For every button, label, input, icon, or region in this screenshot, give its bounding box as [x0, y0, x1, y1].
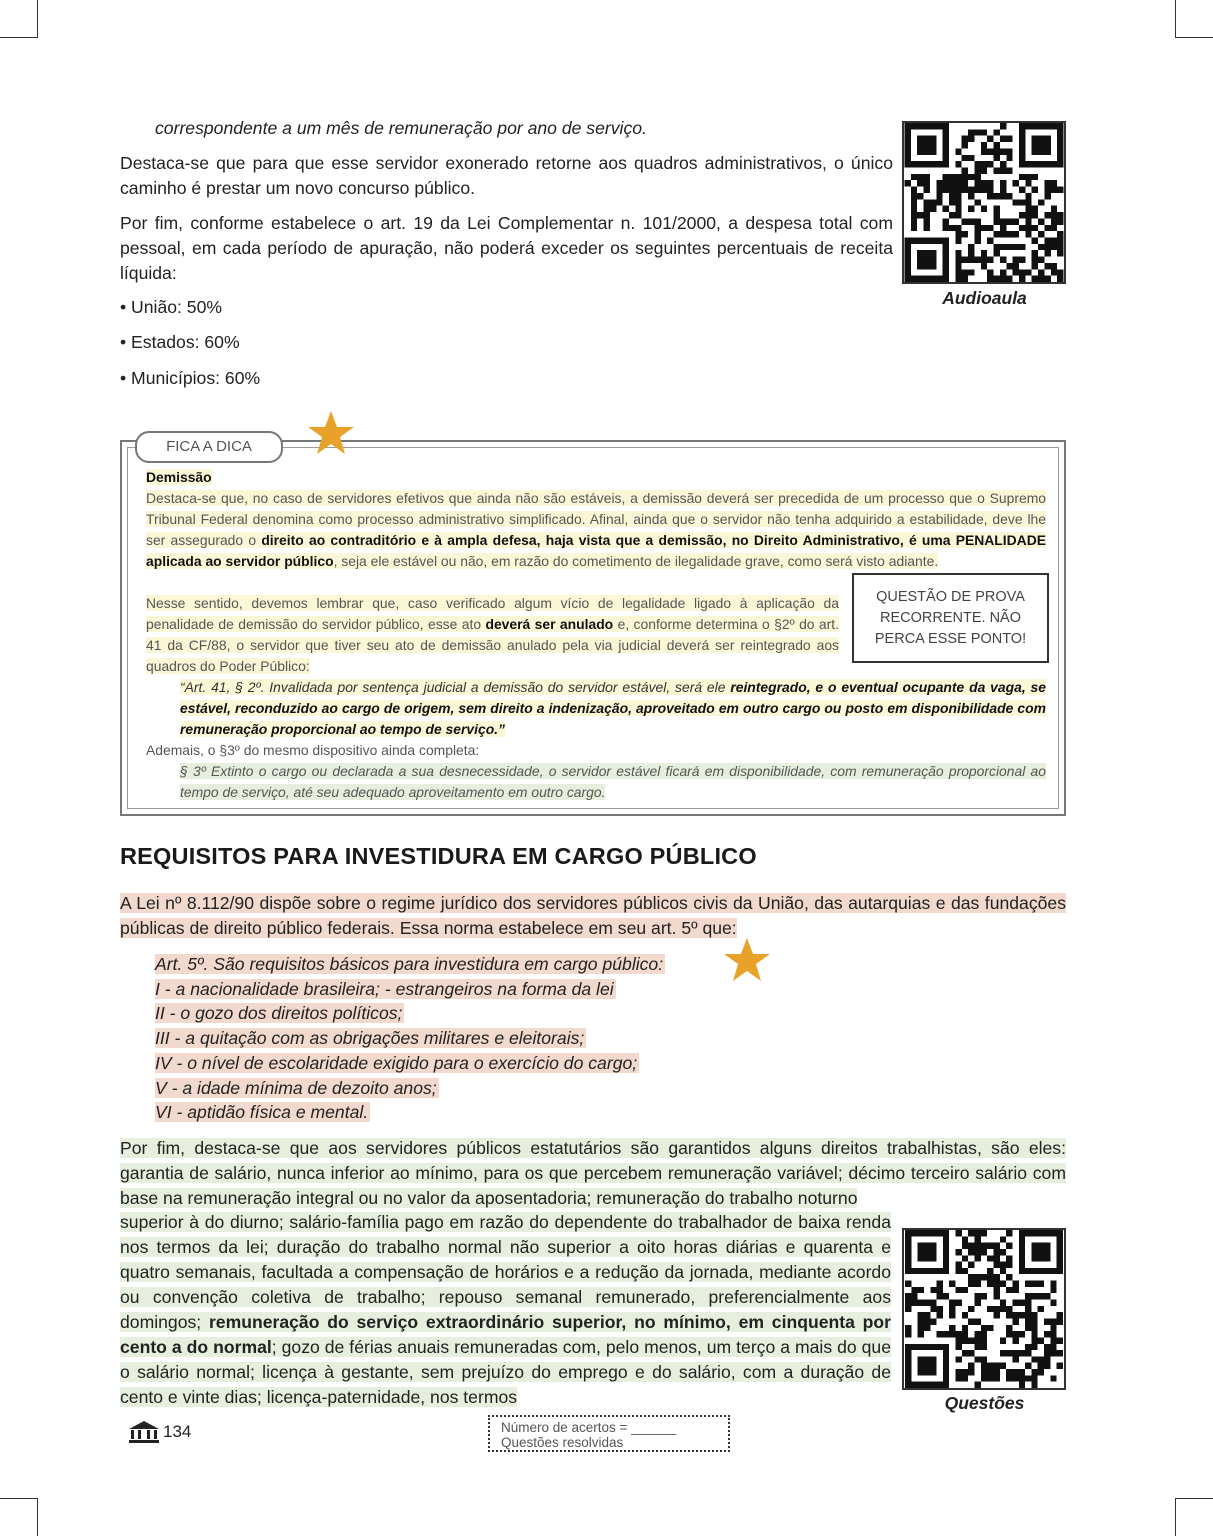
section-title: REQUISITOS PARA INVESTIDURA EM CARGO PÚBLICO: [120, 843, 757, 869]
callout-line: PERCA ESSE PONTO!: [874, 631, 1027, 647]
crop-mark: [1175, 1498, 1176, 1536]
callout-box: [852, 573, 1049, 663]
crop-mark: [0, 1498, 38, 1499]
tip-quote: “Art. 41, § 2º. Invalidada por sentença judicial a demissão do servidor estável, será ele reintegrado, e o eventual ocupante da vaga, se estável, reconduzido ao cargo de origem, sem direito a indenização, aproveitado em outro cargo ou posto em disponibilidade com remuneração proporcional ao tempo de serviço.”: [180, 679, 1046, 737]
qr-code-questoes[interactable]: [902, 1228, 1066, 1390]
paragraph: superior à do diurno; salário-família pago em razão do dependente do trabalhador de baixa renda nos termos da lei; duração do trabalho normal não superior a oito horas diárias e quarenta e quatro semanais, facultada a compensação de horários e a redução da jornada, mediante acordo ou convenção coletiva de trabalho; repouso semanal remunerado, preferencialmente aos domingos; remuneração do serviço extraordinário superior, no mínimo, em cinquenta por cento a do normal; gozo de férias anuais remuneradas com, pelo menos, um terço a mais do que o salário normal; licença à gestante, sem prejuízo do emprego e do salário, com a duração de cento e vinte dias; licença-paternidade, nos termos: [120, 1212, 891, 1407]
list-item: • Municípios: 60%: [120, 368, 261, 388]
star-icon: [307, 409, 355, 457]
page-number: 134: [163, 1422, 192, 1441]
crop-mark: [37, 0, 38, 38]
star-icon: [723, 936, 771, 984]
qr-caption: Audioaula: [942, 288, 1027, 308]
list-item: • Estados: 60%: [120, 332, 240, 352]
qr-code-audioaula[interactable]: [902, 121, 1066, 284]
score-line: Questões resolvidas: [501, 1435, 624, 1450]
callout-line: QUESTÃO DE PROVA: [876, 589, 1025, 605]
qr-caption: Questões: [944, 1393, 1025, 1413]
tip-quote: § 3º Extinto o cargo ou declarada a sua desnecessidade, o servidor estável ficará em disponibilidade, com remuneração proporcional ao tempo de serviço, até seu adequado aproveitamento em outro cargo.: [180, 763, 1046, 800]
tip-heading: Demissão: [146, 469, 212, 485]
callout-line: RECORRENTE. NÃO: [880, 610, 1021, 626]
tip-paragraph: Ademais, o §3º do mesmo dispositivo ainda completa:: [146, 742, 480, 758]
list-item: • União: 50%: [120, 297, 223, 317]
paragraph: Por fim, destaca-se que aos servidores públicos estatutários são garantidos alguns direitos trabalhistas, são eles: garantia de salário, nunca inferior ao mínimo, para os que percebem remuneração variável; décimo terceiro salário com base na remuneração integral ou no valor da aposentadoria; remuneração do trabalho noturno: [120, 1138, 1066, 1208]
tip-paragraph: Destaca-se que, no caso de servidores efetivos que ainda não são estáveis, a demissão deverá ser precedida de um processo que o Supremo Tribunal Federal denomina como processo administrativo simplificado. Afinal, ainda que o servidor não tenha adquirido a estabilidade, deve lhe ser assegurado o direito ao contraditório e à ampla defesa, haja vista que a demissão, no Direito Administrativo, é uma PENALIDADE aplicada ao servidor público, seja ele estável ou não, em razão do cometimento de ilegalidade grave, como será visto adiante.: [146, 490, 1046, 569]
score-box: [488, 1415, 730, 1452]
score-line: Número de acertos = ______: [501, 1420, 677, 1435]
crop-mark: [0, 37, 38, 38]
crop-mark: [37, 1498, 38, 1536]
paragraph: A Lei nº 8.112/90 dispõe sobre o regime jurídico dos servidores públicos civis da União, das autarquias e das fundações públicas de direito público federais. Essa norma estabelece em seu art. 5º que:: [120, 893, 1066, 938]
crop-mark: [1175, 0, 1176, 38]
tip-paragraph: Nesse sentido, devemos lembrar que, caso verificado algum vício de legalidade ligado à aplicação da penalidade de demissão do servidor público, esse ato deverá ser anulado e, conforme determina o §2º do art. 41 da CF/88, o servidor que tiver seu ato de demissão anulado pela via judicial deverá ser reintegrado aos quadros do Poder Público:: [146, 595, 839, 674]
crop-mark: [1175, 37, 1213, 38]
crop-mark: [1175, 1498, 1213, 1499]
paragraph: Destaca-se que para que esse servidor exonerado retorne aos quadros administrativos, o único caminho é prestar um novo concurso público.: [120, 153, 893, 198]
paragraph: Por fim, conforme estabelece o art. 19 da Lei Complementar n. 101/2000, a despesa total com pessoal, em cada período de apuração, não poderá exceder os seguintes percentuais de receita líquida:: [120, 213, 893, 283]
quote-ending: correspondente a um mês de remuneração por ano de serviço.: [155, 118, 647, 138]
institution-icon: [128, 1420, 160, 1444]
tip-tag: FICA A DICA: [135, 431, 283, 463]
law-article: Art. 5º. São requisitos básicos para investidura em cargo público: I - a nacionalidade brasileira; - estrangeiros na forma da lei II - o gozo dos direitos políticos; III - a quitação com as obrigações militares e eleitorais; IV - o nível de escolaridade exigido para o exercício do cargo; V - a idade mínima de dezoito anos; VI - aptidão física e mental.: [155, 954, 664, 1123]
